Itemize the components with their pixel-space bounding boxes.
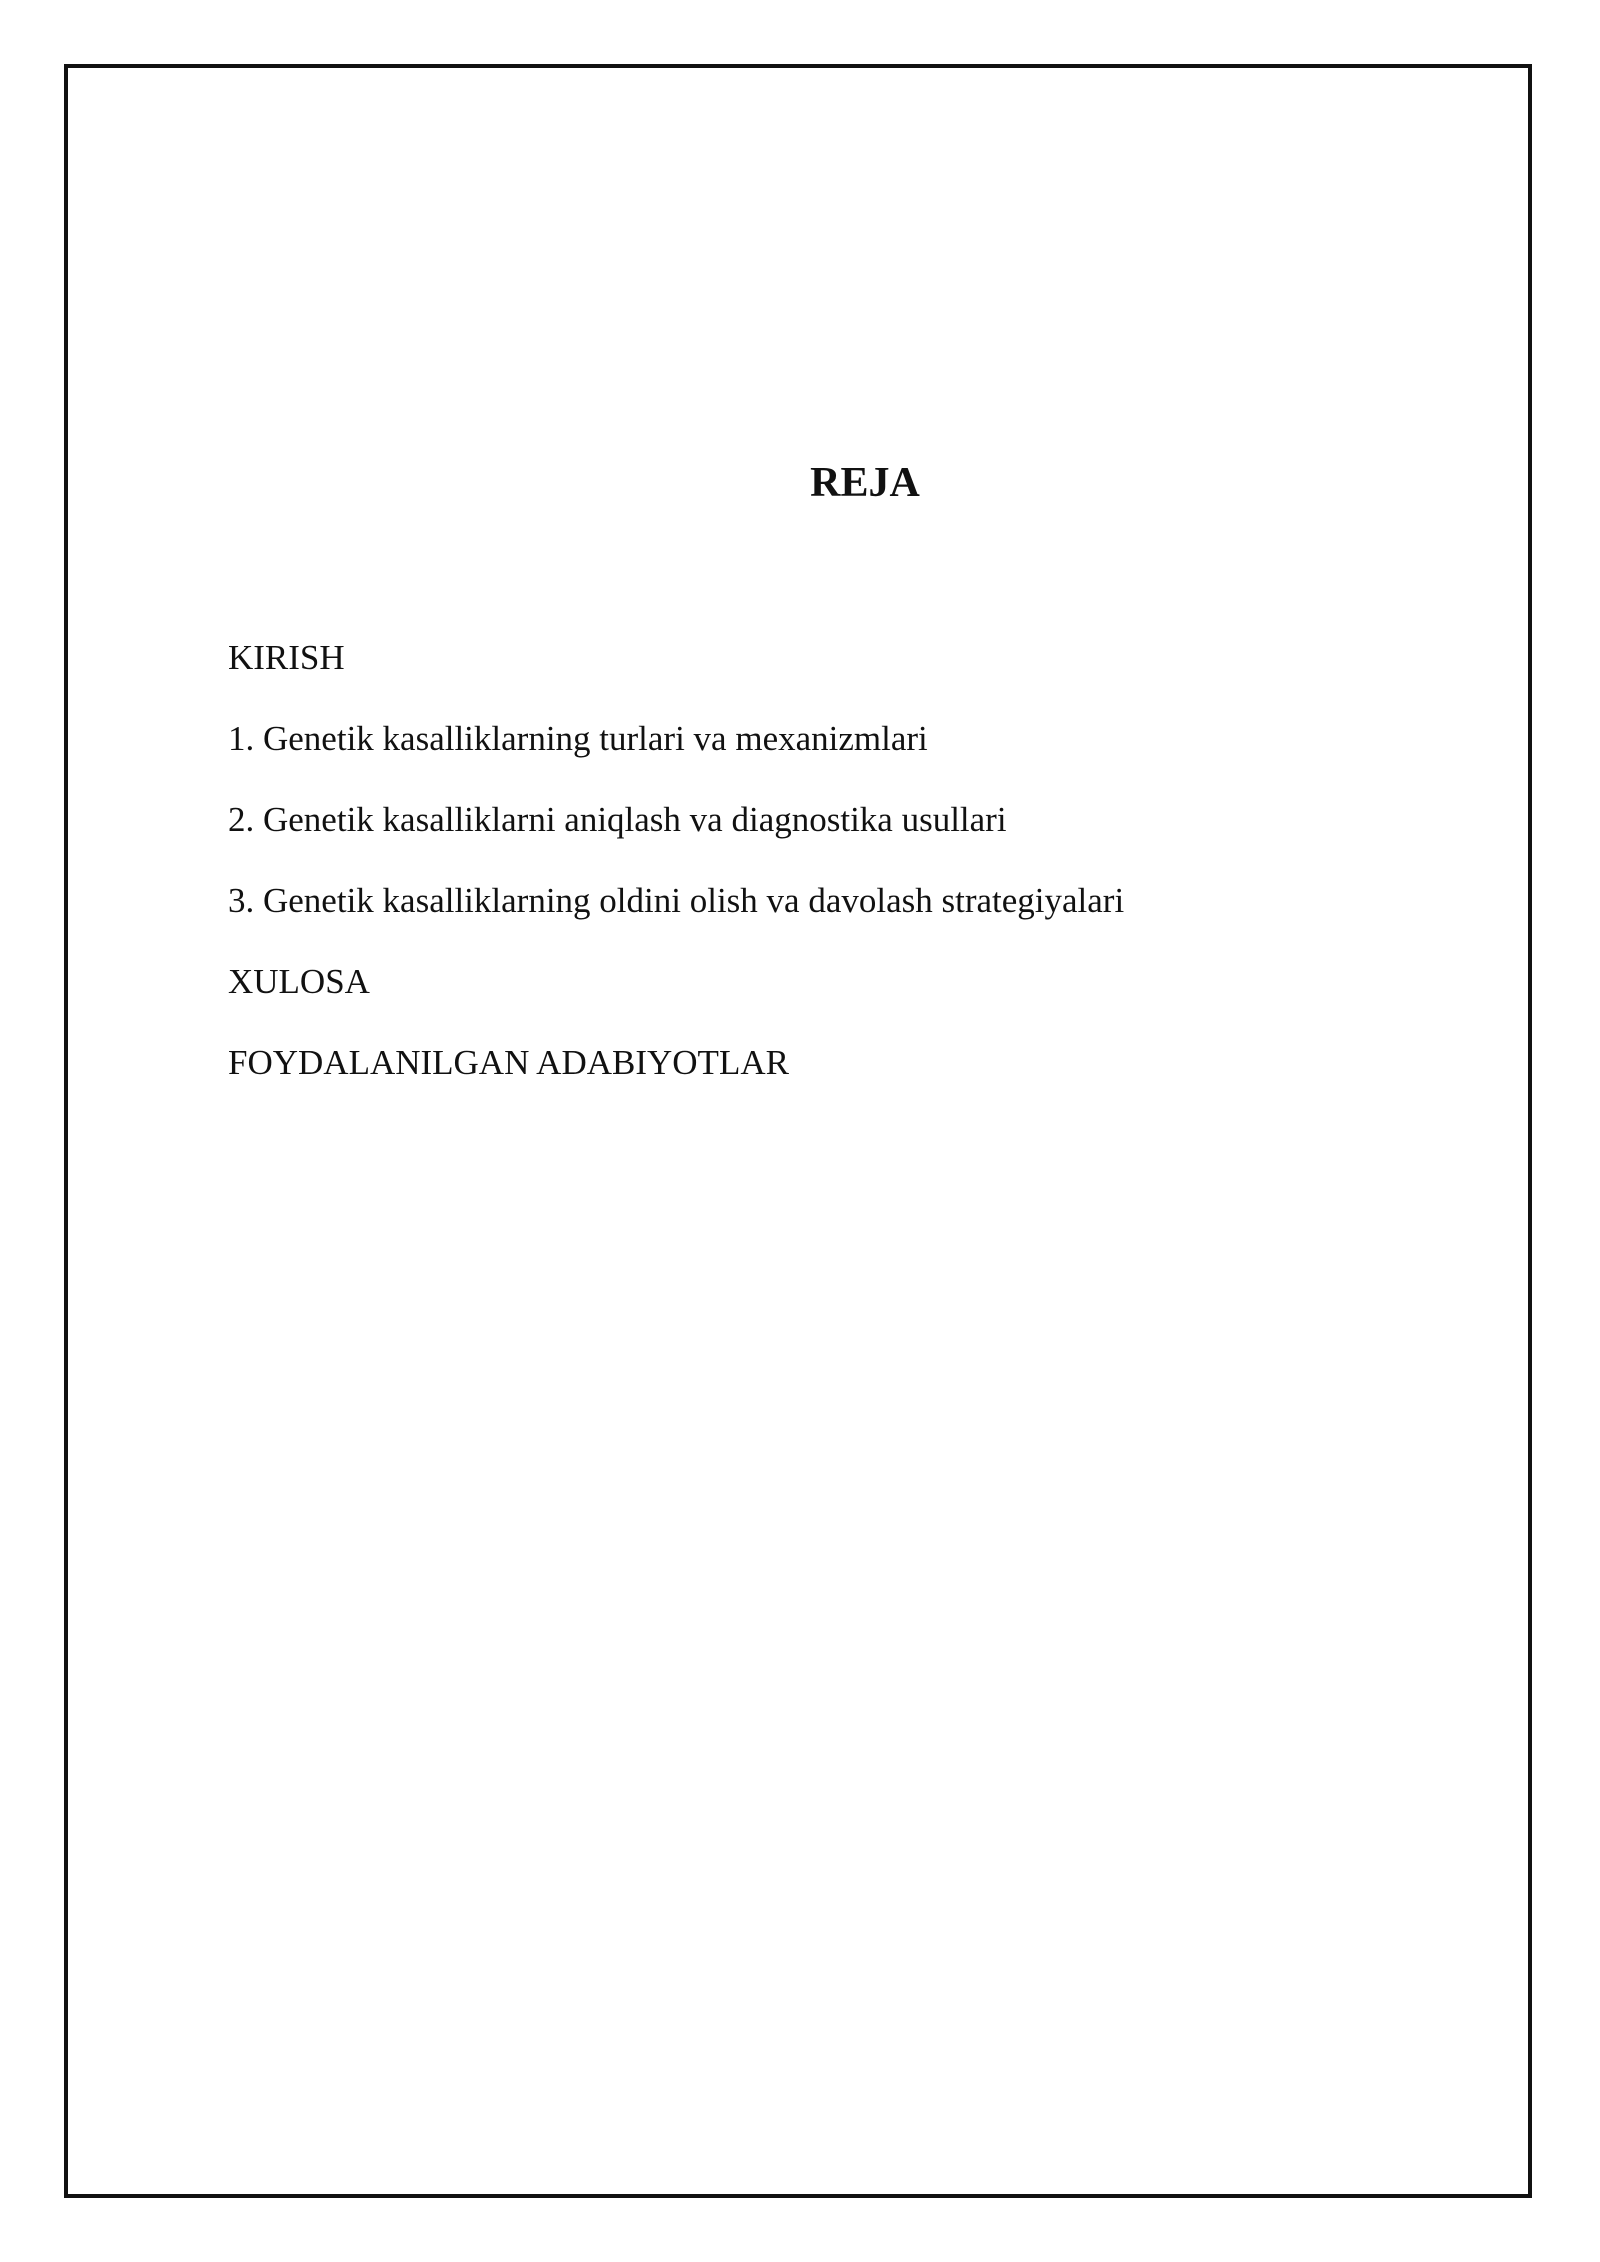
toc-item-introduction: KIRISH: [228, 638, 345, 677]
toc-item-chapter-1: 1. Genetik kasalliklarning turlari va mexanizmlari: [228, 719, 928, 758]
page-border: [64, 64, 1532, 2198]
toc-item-chapter-2: 2. Genetik kasalliklarni aniqlash va diagnostika usullari: [228, 800, 1007, 839]
page-title: REJA: [810, 460, 920, 506]
toc-item-conclusion: XULOSA: [228, 962, 370, 1001]
table-of-contents: [228, 635, 1124, 1121]
toc-item-chapter-3: 3. Genetik kasalliklarning oldini olish va davolash strategiyalari: [228, 881, 1125, 920]
toc-item-references: FOYDALANILGAN ADABIYOTLAR: [228, 1043, 789, 1082]
